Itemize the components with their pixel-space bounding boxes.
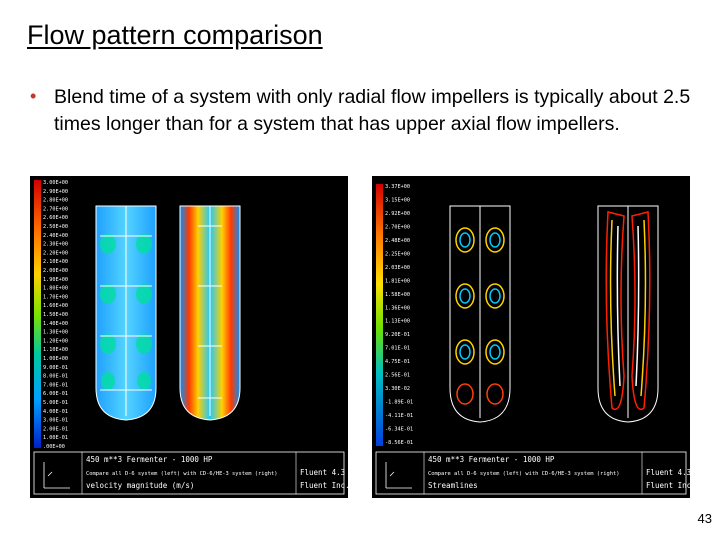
- scale-label: 2.30E+00: [43, 241, 68, 248]
- scale-label: 2.70E+00: [385, 224, 410, 231]
- scale-label: 9.00E-01: [43, 364, 68, 371]
- scale-label: 2.50E+00: [43, 224, 68, 230]
- right-caption-2: Compare all D-6 system (left) with CD-6/HE-3 system (right): [428, 471, 620, 477]
- scale-label: 2.40E+00: [43, 232, 68, 239]
- scale-label: 1.13E+00: [385, 318, 410, 325]
- scale-label: 3.37E+00: [385, 184, 410, 190]
- scale-label: -8.56E-01: [385, 440, 414, 446]
- scale-label: 1.58E+00: [385, 291, 410, 298]
- slide-number: 43: [697, 511, 712, 526]
- right-caption-right-2: Fluent Inc.: [646, 481, 696, 490]
- left-caption-right-2: Fluent Inc.: [300, 481, 350, 490]
- scale-label: 1.36E+00: [385, 305, 410, 312]
- color-scale-bar: [34, 180, 41, 448]
- color-scale-labels: [385, 184, 413, 446]
- color-scale-bar: [376, 184, 383, 446]
- scale-label: 1.30E+00: [43, 329, 68, 336]
- bullet-item: [30, 84, 700, 138]
- left-caption-3: velocity magnitude (m/s): [86, 481, 195, 490]
- scale-label: 1.20E+00: [43, 338, 68, 345]
- scale-label: 1.90E+00: [43, 276, 68, 283]
- left-caption-1: 450 m**3 Fermenter - 1000 HP: [86, 455, 213, 464]
- scale-label: 2.48E+00: [385, 237, 410, 244]
- scale-label: 7.01E-01: [385, 345, 410, 352]
- scale-label: 4.00E-01: [43, 408, 68, 415]
- right-caption-right-1: Fluent 4.3: [646, 468, 692, 477]
- scale-label: -4.11E-01: [385, 413, 414, 420]
- scale-label: 7.00E-01: [43, 382, 68, 389]
- scale-label: 1.70E+00: [43, 294, 68, 301]
- scale-label: 2.90E+00: [43, 188, 68, 195]
- scale-label: 8.00E-01: [43, 373, 68, 380]
- scale-label: 1.50E+00: [43, 312, 68, 318]
- right-caption-3: Streamlines: [428, 481, 478, 490]
- scale-label: 5.00E-01: [43, 400, 68, 406]
- scale-label: 2.70E+00: [43, 206, 68, 213]
- scale-label: 2.80E+00: [43, 197, 68, 204]
- velocity-magnitude-image: [30, 176, 348, 498]
- scale-label: 6.00E-01: [43, 391, 68, 398]
- scale-label: 2.92E+00: [385, 210, 410, 217]
- scale-label: 3.00E+00: [43, 180, 68, 186]
- scale-label: 2.20E+00: [43, 250, 68, 257]
- scale-label: 1.81E+00: [385, 278, 410, 285]
- scale-label: 1.60E+00: [43, 303, 68, 310]
- scale-label: 3.00E-01: [43, 417, 68, 424]
- scale-label: 1.00E+00: [43, 356, 68, 362]
- bullet-text: Blend time of a system with only radial flow impellers is typically about 2.5 times longer than for a system that has upper axial flow impellers.: [54, 86, 691, 135]
- scale-label: 1.40E+00: [43, 320, 68, 327]
- scale-label: 2.25E+00: [385, 251, 410, 258]
- scale-label: 2.56E-01: [385, 372, 410, 379]
- scale-label: 2.00E+00: [43, 268, 68, 274]
- bullet-dot-icon: •: [30, 86, 37, 106]
- scale-label: 9.20E-01: [385, 332, 410, 339]
- scale-label: 3.15E+00: [385, 197, 410, 204]
- scale-label: 1.10E+00: [43, 347, 68, 354]
- scale-label: -1.89E-01: [385, 399, 414, 406]
- scale-label: 3.30E-02: [385, 386, 410, 393]
- scale-label: 2.10E+00: [43, 259, 68, 266]
- left-caption-right-1: Fluent 4.3: [300, 468, 346, 477]
- left-caption-2: Compare all D-6 system (left) with CD-6/HE-3 system (right): [86, 471, 278, 477]
- scale-label: -6.34E-01: [385, 426, 414, 433]
- scale-label: 2.03E+00: [385, 264, 410, 271]
- color-scale-labels: [43, 180, 68, 450]
- scale-label: 2.60E+00: [43, 215, 68, 222]
- streamlines-image: [372, 176, 696, 498]
- right-caption-1: 450 m**3 Fermenter - 1000 HP: [428, 455, 555, 464]
- scale-label: 2.00E-01: [43, 426, 68, 433]
- slide-title: Flow pattern comparison: [27, 20, 323, 50]
- scale-label: 4.75E-01: [385, 359, 410, 366]
- scale-label: 1.80E+00: [43, 285, 68, 292]
- scale-label: .00E+00: [43, 444, 65, 450]
- scale-label: 1.00E-01: [43, 435, 68, 442]
